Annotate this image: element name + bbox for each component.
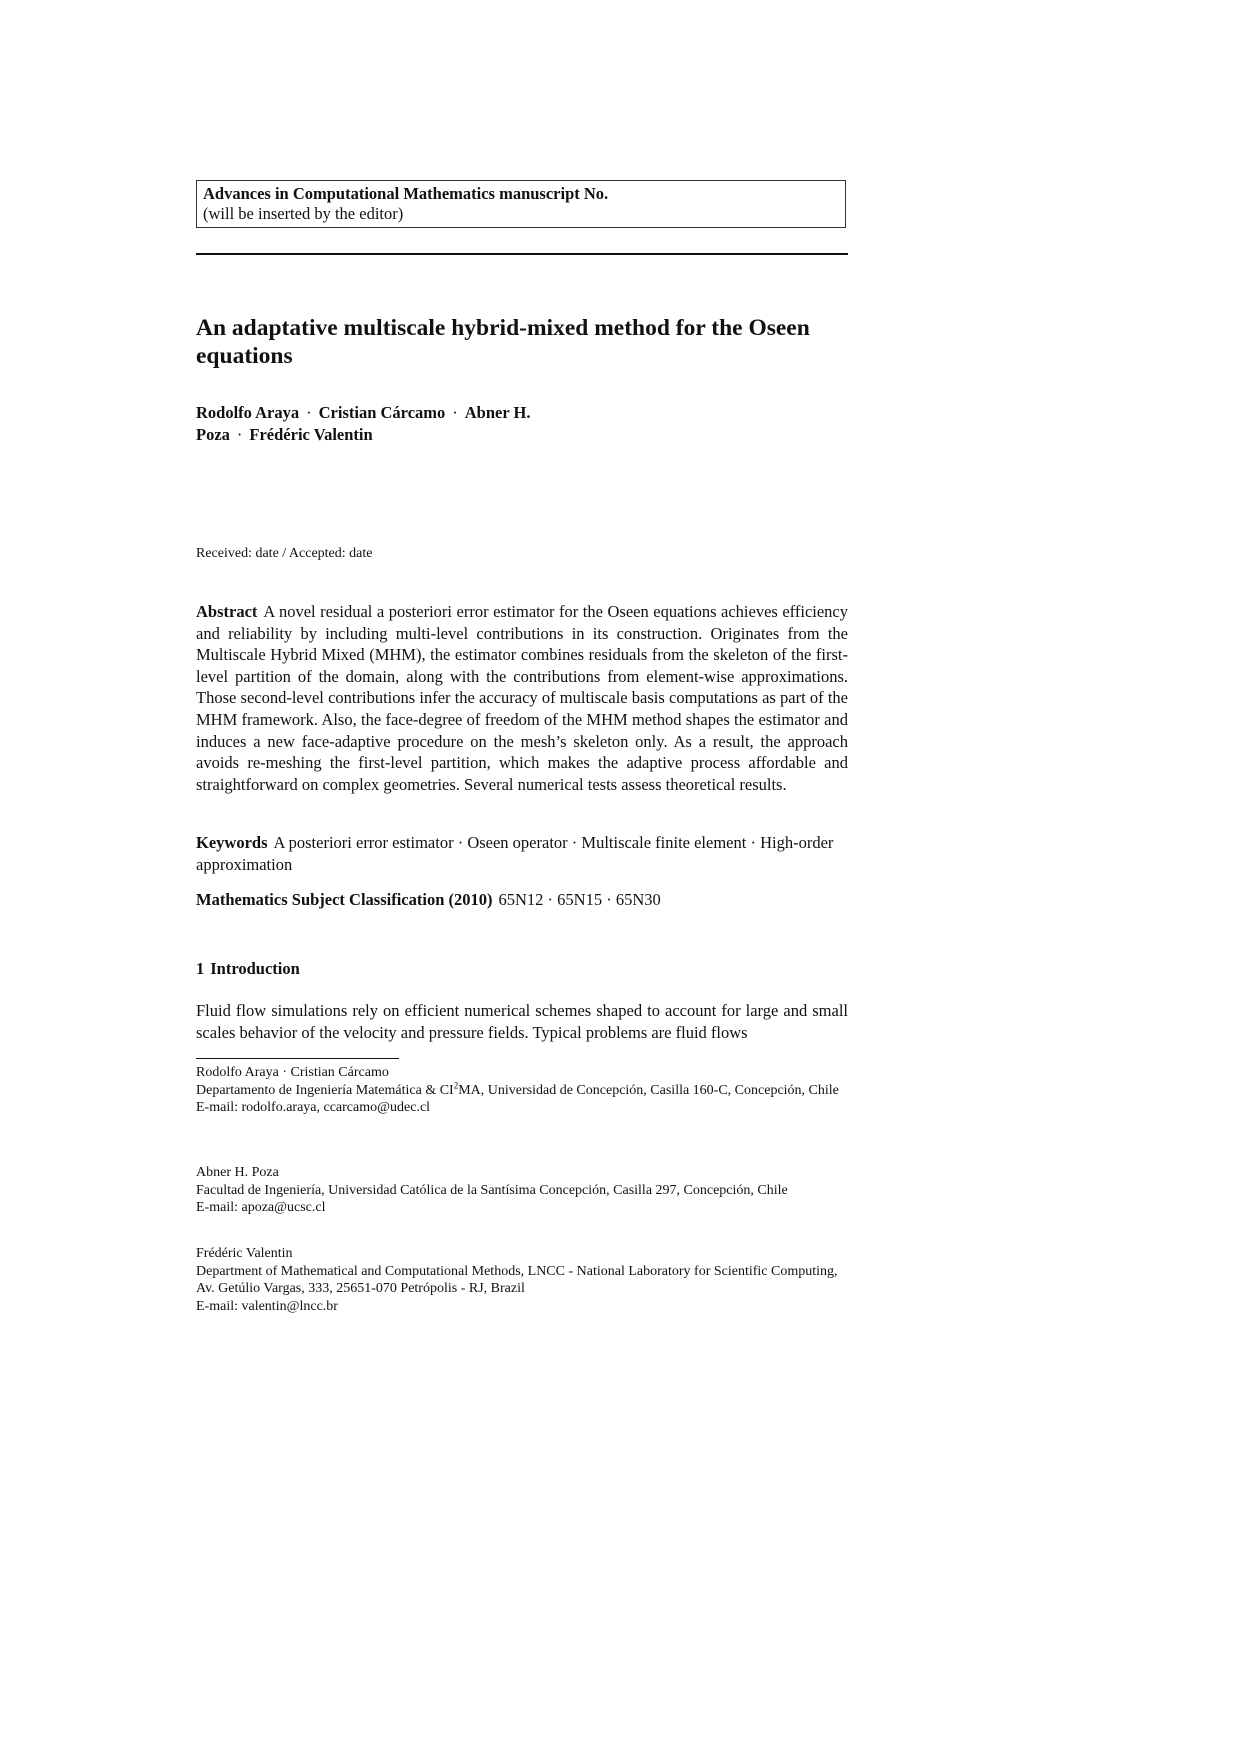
abstract-label: Abstract	[196, 602, 258, 621]
affiliation-address: Facultad de Ingeniería, Universidad Católica de la Santísima Concepción, Casilla 297, Concepción, Chile	[196, 1182, 788, 1198]
keywords-text: A posteriori error estimator · Oseen operator · Multiscale finite element · High-order approximation	[196, 833, 834, 874]
msc-label: Mathematics Subject Classification (2010)	[196, 890, 493, 909]
author-line-1	[196, 402, 848, 424]
keywords	[196, 832, 848, 876]
author-separator: ·	[306, 403, 312, 422]
affiliation-names: Frédéric Valentin	[196, 1246, 293, 1261]
introduction-text: Fluid flow simulations rely on efficient numerical schemes shaped to account for large and small scales behavior of the velocity and pressure fields. Typical problems are fluid flows	[196, 1001, 848, 1042]
author-name: Cristian Cárcamo	[318, 403, 446, 422]
affiliation-email: E-mail: valentin@lncc.br	[196, 1298, 338, 1314]
author-list	[196, 402, 848, 446]
affiliation-address: Department of Mathematical and Computational Methods, LNCC - National Laboratory for Scientific Computing, Av. Getúlio Vargas, 333, 25651-070 Petrópolis - RJ, Brazil	[196, 1263, 838, 1296]
author-separator: ·	[236, 425, 243, 444]
received-date: Received: date / Accepted: date	[196, 546, 373, 561]
header-rule	[196, 253, 848, 255]
affiliation-block	[196, 1164, 848, 1217]
affiliation-names: Rodolfo Araya · Cristian Cárcamo	[196, 1065, 389, 1080]
journal-note: (will be inserted by the editor)	[203, 204, 404, 223]
author-name: Frédéric Valentin	[249, 425, 373, 444]
author-name: Rodolfo Araya	[196, 403, 300, 422]
subject-classification	[196, 889, 848, 911]
journal-header-box	[196, 180, 846, 228]
affiliation-email: E-mail: apoza@ucsc.cl	[196, 1200, 326, 1215]
affiliation-block	[196, 1064, 848, 1117]
section-heading	[196, 958, 300, 980]
paper-title: An adaptative multiscale hybrid-mixed method for the Oseen equations	[196, 315, 810, 369]
section-number: 1	[196, 959, 205, 978]
affiliation-names: Abner H. Poza	[196, 1165, 279, 1180]
journal-name: Advances in Computational Mathematics manuscript No.	[203, 184, 609, 203]
author-name: Abner H.	[464, 403, 531, 422]
author-line-2	[196, 424, 848, 446]
author-name: Poza	[196, 425, 230, 444]
author-separator: ·	[452, 403, 458, 422]
abstract-text: A novel residual a posteriori error estimator for the Oseen equations achieves efficiency and reliability by including multi-level contributions in its construction. Originates from the Multiscale Hybrid Mixed (MHM), the estimator combines residuals from the skeleton of the first-level partition of the domain, along with the contributions from element-wise approximations. Those second-level contributions infer the accuracy of multiscale basis computations as part of the MHM framework. Also, the face-degree of freedom of the MHM method shapes the estimator and induces a new face-adaptive procedure on the mesh’s skeleton only. As a result, the approach avoids re-meshing the first-level partition, which makes the adaptive process affordable and straightforward on complex geometries. Several numerical tests assess theoretical results.	[196, 602, 848, 794]
affiliation-email: E-mail: rodolfo.araya, ccarcamo@udec.cl	[196, 1100, 431, 1115]
abstract	[196, 601, 848, 795]
affiliation-address-part: Departamento de Ingeniería Matemática & CI	[196, 1082, 454, 1098]
affiliation-address	[196, 1079, 848, 1100]
affiliation-block	[196, 1245, 848, 1315]
superscript: 2	[453, 1079, 459, 1090]
keywords-label: Keywords	[196, 833, 268, 852]
footnote-rule	[196, 1058, 399, 1059]
section-title: Introduction	[210, 959, 300, 978]
affiliation-address-part: MA, Universidad de Concepción, Casilla 160-C, Concepción, Chile	[458, 1082, 839, 1098]
msc-codes: 65N12 · 65N15 · 65N30	[498, 890, 661, 909]
